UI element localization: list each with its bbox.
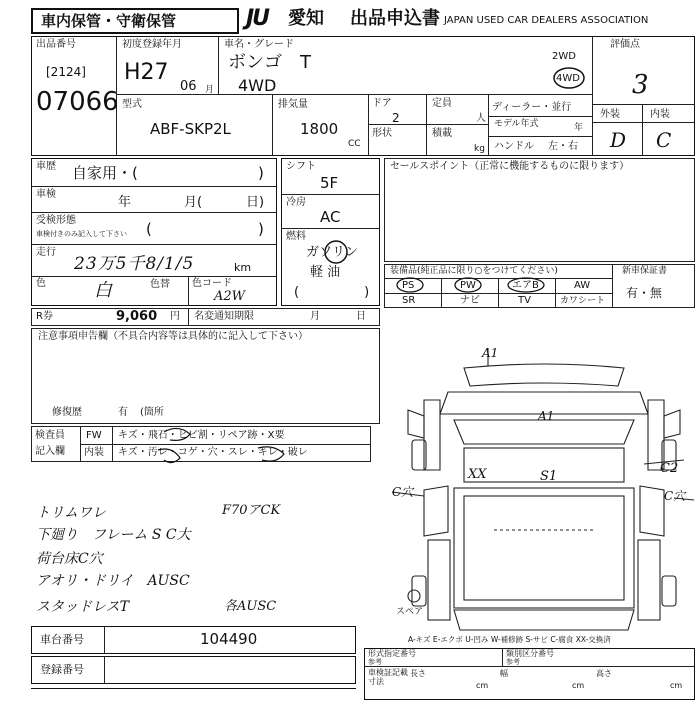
- aircon-value: AC: [320, 208, 341, 226]
- car-name-value: ボンゴ T: [228, 52, 311, 73]
- displacement-value: 1800: [300, 120, 339, 138]
- equip-airbag: エアB: [512, 280, 539, 291]
- model-value: ABF-SKP2L: [150, 120, 231, 138]
- note-line-2: 下廻り フレーム S C大: [36, 527, 191, 543]
- displacement-label: 排気量: [278, 99, 308, 110]
- lot-code: [2124]: [46, 65, 86, 79]
- equipment-label: 装備品(純正品に限り○をつけてください): [390, 266, 558, 276]
- dealer-parallel-label: ディーラー・並行: [492, 102, 572, 113]
- cert-width-unit: cm: [572, 681, 585, 690]
- handle-label: ハンドル: [494, 141, 534, 152]
- cert-height-unit: cm: [670, 681, 683, 690]
- bottom-row-stub: [31, 688, 356, 701]
- cert-length-label: 長さ: [410, 669, 426, 678]
- drive-circle-mark: [552, 66, 588, 90]
- lot-label: 出品番号: [36, 39, 76, 50]
- note-line-1b: F70アCK: [222, 503, 281, 518]
- score-label: 評価点: [610, 39, 640, 50]
- cert-length-unit: cm: [476, 681, 489, 690]
- cert-ref-1: 参考: [368, 658, 382, 666]
- equip-aw: AW: [574, 280, 591, 291]
- fuel-circle-mark: [322, 238, 350, 266]
- sales-points-box: [384, 158, 695, 262]
- capacity-unit: 人: [476, 113, 486, 124]
- fuel-diesel: 軽 油: [310, 265, 341, 280]
- cert-record-label: 車検証記載: [368, 668, 408, 677]
- note-line-1: トリムワレ: [36, 505, 106, 521]
- interior-check-items: キズ・汚レ・コゲ・穴・スレ・キレ・破レ: [118, 447, 308, 458]
- org-name: 愛知: [288, 8, 324, 29]
- recycle-unit: 円: [170, 311, 180, 322]
- inspection-year: 年: [118, 195, 132, 210]
- storage-label: 車内保管・守衛保管: [41, 12, 177, 30]
- cert-ref-2: 参考: [506, 658, 520, 666]
- fuel-label: 燃料: [286, 231, 306, 242]
- repair-value: 有: [118, 407, 128, 418]
- lot-number: 07066: [36, 87, 119, 117]
- doors-label: ドア: [372, 98, 392, 109]
- model-year-label: モデル年式: [494, 119, 539, 129]
- fw-items: キズ・飛石・ヒビ割・リペア跡・X要: [118, 430, 285, 441]
- equip-ps: PS: [402, 280, 415, 291]
- chassis-label: 車台番号: [40, 633, 84, 646]
- mark-a1-front: A1: [482, 346, 499, 360]
- equip-tv: TV: [518, 295, 531, 306]
- mileage-unit: km: [234, 261, 252, 274]
- cert-size-label: 寸法: [368, 677, 384, 686]
- displacement-unit: CC: [348, 139, 361, 149]
- form-title: 出品申込書: [350, 8, 440, 29]
- registration-year: H27: [124, 60, 169, 85]
- ju-logo: JU: [246, 6, 269, 31]
- notes-box: [31, 328, 380, 424]
- color-change-label: 色替: [150, 279, 170, 290]
- mark-s1: S1: [540, 469, 558, 484]
- equip-navi: ナビ: [460, 295, 480, 306]
- mark-c2: C2: [660, 461, 679, 476]
- tax-notice-label: 名変通知期限: [194, 311, 254, 322]
- inspector-label-1: 検査員: [35, 430, 65, 441]
- registration-month: 06: [180, 79, 197, 94]
- vehicle-info-block: [31, 36, 695, 156]
- interior-label: 内装: [650, 109, 670, 120]
- receipt-close: ): [258, 220, 264, 238]
- note-line-5b: 各AUSC: [224, 599, 277, 614]
- sales-points-label: セールスポイント（正常に機能するものに限ります）: [390, 161, 630, 172]
- shape-label: 形状: [372, 128, 392, 139]
- spare-label: スペア: [396, 607, 424, 617]
- receipt-open: (: [146, 220, 152, 238]
- score-value: 3: [632, 70, 649, 100]
- inspector-label-2: 記入欄: [35, 446, 65, 457]
- color-label: 色: [36, 278, 46, 289]
- inspector-circle-marks: [150, 420, 350, 468]
- shift-value: 5F: [320, 174, 339, 192]
- inspection-label: 車検: [36, 189, 56, 200]
- car-damage-diagram: [384, 340, 698, 640]
- repair-bracket: (箇所: [140, 407, 164, 418]
- receipt-note: 車検付きのみ記入して下さい: [36, 230, 127, 238]
- cert-width-label: 幅: [500, 669, 508, 678]
- interior-check-label: 内装: [84, 447, 104, 458]
- register-label: 登録番号: [40, 663, 84, 676]
- mark-a1-cabin: A1: [538, 409, 555, 423]
- mark-c-ana-left: C穴: [392, 485, 414, 499]
- registration-month-suffix: 月: [205, 85, 215, 95]
- chassis-value: 104490: [200, 630, 258, 648]
- tax-notice-month: 月: [310, 311, 320, 322]
- fuel-other: ( ): [294, 285, 370, 300]
- cert-model-label: 形式指定番号: [368, 649, 416, 658]
- mark-xx: XX: [468, 467, 487, 482]
- history-label: 車歴: [36, 161, 56, 172]
- inspection-day: 日): [246, 195, 265, 210]
- mileage-label: 走行: [36, 247, 56, 258]
- note-line-4: アオリ・ドリイ AUSC: [36, 573, 190, 589]
- history-value: 自家用・(: [72, 164, 138, 182]
- registration-label: 初度登録年月: [122, 39, 182, 50]
- drive-2wd: 2WD: [552, 51, 576, 62]
- org-name-en: JAPAN USED CAR DEALERS ASSOCIATION: [444, 15, 649, 26]
- shift-label: シフト: [286, 161, 316, 172]
- drive-4wd: 4WD: [556, 73, 580, 84]
- doors-value: 2: [392, 111, 400, 125]
- color-code-value: A2W: [214, 289, 246, 304]
- cert-height-label: 高さ: [596, 669, 612, 678]
- model-label: 型式: [122, 99, 142, 110]
- color-code-label: 色コード: [192, 278, 232, 289]
- car-grade-value: 4WD: [238, 76, 277, 95]
- cert-type-label: 類別区分番号: [506, 649, 554, 658]
- car-name-label: 車名・グレード: [224, 39, 294, 50]
- exterior-value: D: [610, 128, 627, 152]
- warranty-label: 新車保証書: [622, 266, 668, 276]
- exterior-label: 外装: [600, 109, 620, 120]
- aircon-label: 冷房: [286, 197, 306, 208]
- mileage-value: 23万5千8/1/5: [74, 254, 195, 274]
- warranty-value: 有・無: [626, 286, 663, 300]
- tax-notice-day: 日: [356, 311, 366, 322]
- inspection-month: 月(: [184, 195, 203, 210]
- storage-box: [31, 8, 239, 34]
- history-close: ): [258, 164, 264, 182]
- equipment-circle-marks: [396, 276, 596, 294]
- equip-pw: PW: [460, 280, 476, 291]
- load-label: 積載: [432, 128, 452, 139]
- load-unit: kg: [474, 144, 485, 154]
- equip-leather: カワシート: [560, 296, 606, 306]
- damage-legend: A-キズ E-エクボ U-凹み W-補修跡 S-サビ C-腐食 XX-交換済: [408, 635, 611, 644]
- note-line-3: 荷台床C穴: [36, 551, 103, 567]
- model-year-unit: 年: [574, 123, 584, 133]
- equip-sr: SR: [402, 295, 416, 306]
- recycle-label: R券: [36, 311, 53, 322]
- receipt-label: 受検形態: [36, 215, 76, 226]
- fw-label: FW: [86, 430, 102, 441]
- color-value: 白: [94, 280, 112, 301]
- mark-c-ana-right: C穴: [664, 489, 686, 503]
- handle-value: 左・右: [548, 141, 578, 152]
- recycle-value: 9,060: [116, 309, 158, 324]
- fuel-gasoline: ガソリン: [306, 245, 359, 260]
- note-line-5: スタッドレスT: [36, 599, 129, 615]
- interior-value: C: [656, 128, 672, 152]
- capacity-label: 定員: [432, 98, 452, 109]
- notes-label: 注意事項申告欄（不具合内容等は具体的に記入して下さい）: [38, 331, 308, 342]
- repair-label: 修復歴: [52, 407, 82, 418]
